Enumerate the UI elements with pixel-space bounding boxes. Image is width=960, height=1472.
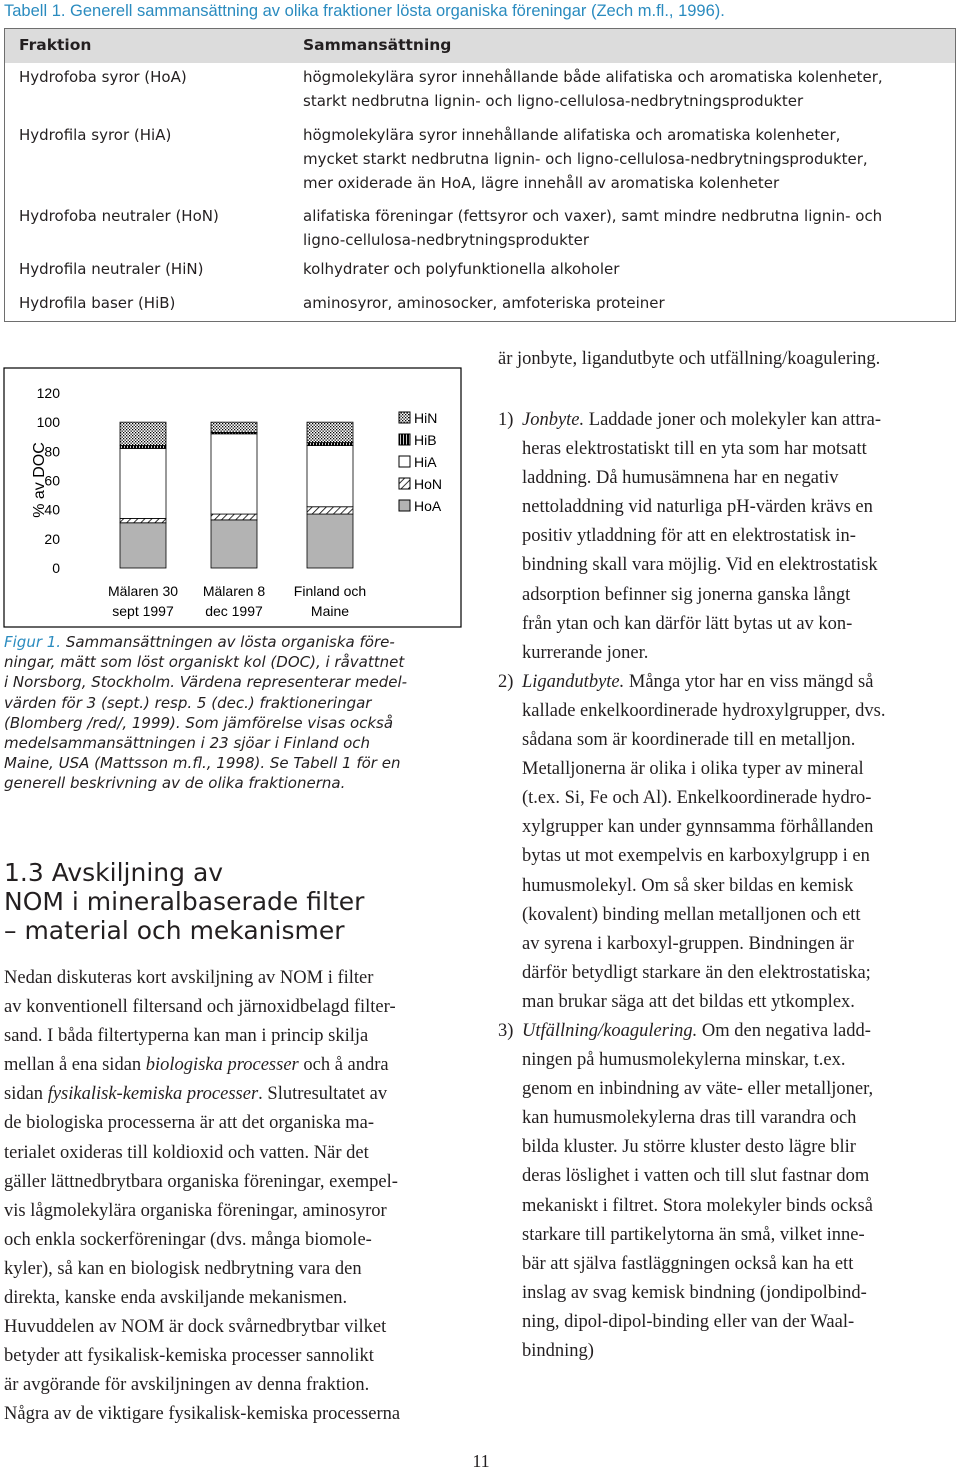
bar-segment-hoa	[120, 523, 166, 568]
list-item-line: positiv ytladdning för att en elektrostatisk in-	[522, 526, 856, 547]
y-tick-label: 60	[44, 472, 60, 489]
table-cell-fraction: Hydrofila neutraler (HiN)	[19, 260, 204, 278]
legend-label-hia: HiA	[414, 454, 437, 470]
x-category-label: Maine	[310, 603, 350, 619]
header-composition: Sammansättning	[303, 36, 452, 54]
table-header-row	[5, 29, 955, 63]
list-item-line: (t.ex. Si, Fe och Al). Enkelkoordinerade hydro-	[522, 788, 872, 809]
figure-label: Figur 1.	[4, 633, 62, 651]
figure-caption-line: generell beskrivning av de olika fraktionerna.	[4, 774, 346, 793]
y-tick-label: 0	[52, 560, 60, 576]
section-title-part: Avskiljning av	[51, 858, 224, 887]
body-line: vis lågmolekylära organiska föreningar, aminosyror	[4, 1200, 387, 1221]
list-item-line: adsorption befinner sig jonerna ganska långt	[522, 584, 851, 605]
bar-segment-hib	[120, 446, 166, 449]
table-cell-fraction: Hydrofoba syror (HoA)	[19, 68, 187, 86]
y-tick-label: 40	[44, 501, 60, 518]
list-item-line: bilda kluster. Ju större kluster desto lägre blir	[522, 1137, 856, 1158]
table-cell-composition: mycket starkt nedbrutna lignin- och ligno-cellulosa-nedbrytningsprodukter,	[303, 150, 868, 168]
bar-segment-hoa	[307, 514, 353, 568]
list-item-line: inslag av svag kemisk bindning (jondipolbind-	[522, 1282, 867, 1303]
list-item-line: starkare till partikelytorna än små, vilket inne-	[522, 1224, 865, 1245]
table-caption: Tabell 1. Generell sammansättning av olika fraktioner lösta organiska föreningar (Zech m.fl., 1996).	[4, 2, 725, 20]
table-cell-composition: aminosyror, aminosocker, amfoteriska proteiner	[303, 294, 665, 312]
figure-caption	[4, 632, 470, 794]
figure-caption-line: i Norsborg, Stockholm. Värdena representerar medel-	[4, 673, 408, 692]
list-item-line: laddning. Då humusämnena har en negativ	[522, 468, 839, 489]
table-cell-fraction: Hydrofila baser (HiB)	[19, 294, 176, 312]
left-body-text	[4, 964, 470, 1430]
table-cell-composition: högmolekylära syror innehållande både alifatiska och aromatiska kolenheter,	[303, 68, 883, 86]
table-cell-composition: kolhydrater och polyfunktionella alkoholer	[303, 260, 620, 278]
list-item-line: bytas ut mot exempelvis en karboxylgrupp i en	[522, 846, 870, 867]
bar-segment-hon	[307, 507, 353, 514]
table-cell-composition: högmolekylära syror innehållande alifatiska och aromatiska kolenheter,	[303, 126, 841, 144]
section-heading-line: NOM i mineralbaserade filter	[4, 887, 365, 916]
table-cell-composition: starkt nedbrutna lignin- och ligno-cellulosa-nedbrytningsprodukter	[303, 92, 804, 110]
list-item-line: ning, dipol-dipol-binding eller van der Waal-	[522, 1311, 855, 1332]
composition-table	[4, 28, 956, 322]
list-item-title: Jonbyte.	[522, 410, 585, 430]
legend-swatch-hoa	[399, 500, 410, 511]
figure-caption-line: ningar, mätt som löst organiskt kol (DOC), i råvattnet	[4, 653, 405, 672]
list-item-title: Ligandutbyte.	[522, 671, 625, 692]
table-cell-composition: mer oxiderade än HoA, lägre innehåll av aromatiska kolenheter	[303, 174, 780, 192]
body-line: Nedan diskuteras kort avskiljning av NOM i filter	[4, 968, 374, 988]
list-item-line: av syrena i karboxyl-gruppen. Bindningen är	[522, 933, 854, 954]
y-tick-label: 100	[36, 414, 60, 431]
x-category-label: sept 1997	[112, 603, 174, 619]
right-body-list	[498, 406, 958, 1366]
body-line: Huvuddelen av NOM är dock svårnedbrytbar vilket	[4, 1317, 387, 1338]
x-category-label: Finland och	[293, 583, 367, 599]
x-category-label: Mälaren 8	[202, 583, 266, 599]
list-item-number: 1)	[498, 410, 514, 430]
list-item-first-line: 2) Ligandutbyte. Många ytor har en viss mängd så	[498, 668, 958, 697]
list-item-first-line: 3) Utfällning/koagulering. Om den negativa ladd-	[498, 1017, 958, 1046]
legend-label-hoa: HoA	[414, 498, 442, 514]
stacked-bar-chart	[0, 366, 462, 630]
body-line: Några av de viktigare fysikalisk-kemiska processerna	[4, 1404, 401, 1425]
list-item-line: man brukar säga att det bildas ett ytkomplex.	[522, 991, 855, 1012]
list-item-number: 2)	[498, 671, 514, 692]
body-line: terialet oxideras till koldioxid och vatten. När det	[4, 1142, 369, 1163]
bar-segment-hib	[307, 443, 353, 446]
header-fraction: Fraktion	[19, 36, 92, 54]
list-item-first-line: 1) Jonbyte. Laddade joner och molekyler kan attra-	[498, 406, 958, 435]
figure-caption-line: Figur 1. Sammansättningen av lösta organiska före-	[4, 633, 395, 651]
table-cell-fraction: Hydrofoba neutraler (HoN)	[19, 207, 219, 225]
body-line: och enkla sockerföreningar (dvs. många biomole-	[4, 1229, 372, 1250]
list-item-line: mekaniskt i filtret. Stora molekyler binds också	[522, 1195, 873, 1216]
list-item-line: (kovalent) binding mellan metalljonen och ett	[522, 904, 861, 925]
legend-label-hib: HiB	[414, 432, 437, 448]
body-line: betyder att fysikalisk-kemiska processer sannolikt	[4, 1346, 374, 1367]
figure-1-chart	[0, 366, 462, 630]
body-line: av konventionell filtersand och järnoxidbelagd filter-	[4, 997, 396, 1018]
section-number: 1.3	[4, 858, 44, 887]
list-item-line: ningen på humusmolekylerna minskar, t.ex.	[522, 1050, 846, 1071]
bar-segment-hia	[307, 446, 353, 507]
list-item-line: xylgrupper kan under gynnsamma förhållanden	[522, 817, 874, 838]
list-item-line: bär att själva fastläggningen också kan ha ett	[522, 1253, 854, 1274]
list-item-line: kurrerande joner.	[522, 642, 649, 663]
page-number: 11	[472, 1451, 490, 1471]
legend-swatch-hon	[399, 478, 410, 489]
body-line: gäller lättnedbrytbara organiska föreningar, exempel-	[4, 1171, 398, 1192]
bar-segment-hon	[120, 518, 166, 522]
list-item-line: nettoladdning vid naturliga pH-värden krävs en	[522, 497, 873, 518]
x-category-label: dec 1997	[205, 603, 263, 619]
italic-term: fysikalisk-kemiska processer	[47, 1084, 259, 1105]
list-item-line: humusmolekyl. Om så sker bildas en kemisk	[522, 875, 854, 896]
bar-segment-hoa	[211, 520, 257, 568]
figure-caption-line: medelsammansättningen i 23 sjöar i Finland och	[4, 734, 371, 753]
bar-segment-hia	[120, 448, 166, 518]
list-item-line: bindning)	[522, 1341, 594, 1361]
y-tick-label: 20	[44, 530, 60, 547]
body-line: sidan fysikalisk-kemiska processer. Slutresultatet av	[4, 1084, 388, 1105]
list-item-line: kallade enkelkoordinerade hydroxylgrupper, dvs.	[522, 700, 886, 721]
body-line: mellan å ena sidan biologiska processer och å andra	[4, 1055, 389, 1076]
legend-swatch-hib	[399, 434, 410, 445]
table-cell-composition: ligno-cellulosa-nedbrytningsprodukter	[303, 231, 590, 249]
list-item-number: 3)	[498, 1020, 514, 1041]
body-line: direkta, kanske enda avskiljande mekanismen.	[4, 1288, 348, 1309]
bar-segment-hon	[211, 514, 257, 520]
body-line: sand. I båda filtertyperna kan man i princip skilja	[4, 1026, 369, 1047]
list-item-line: genom en inbindning av väte- eller metalljoner,	[522, 1079, 874, 1100]
legend-label-hon: HoN	[414, 476, 443, 492]
legend-swatch-hin	[399, 412, 410, 423]
list-item-line: kan humusmolekylerna dras till varandra och	[522, 1108, 857, 1129]
list-item-line: deras löslighet i vatten och till slut fastnar dom	[522, 1166, 870, 1187]
y-tick-label: 80	[44, 443, 60, 460]
bar-segment-hin	[120, 422, 166, 445]
body-line: kyler), så kan en biologisk nedbrytning vara den	[4, 1258, 362, 1279]
list-item-line: därför betydligt starkare än den elektrostatiska;	[522, 962, 871, 983]
section-heading-line: – material och mekanismer	[4, 916, 345, 945]
bar-segment-hia	[211, 434, 257, 514]
table-cell-fraction: Hydrofila syror (HiA)	[19, 126, 172, 144]
list-item-title: Utfällning/koagulering.	[522, 1020, 698, 1041]
section-heading-line	[4, 858, 474, 887]
x-category-label: Mälaren 30	[107, 583, 179, 599]
list-item-line: sådana som är koordinerade till en metalljon.	[522, 730, 856, 751]
figure-caption-line: värden för 3 (sept.) resp. 5 (dec.) fraktioneringar	[4, 693, 372, 712]
right-intro-line: är jonbyte, ligandutbyte och utfällning/koagulering.	[498, 349, 881, 369]
figure-caption-line: Maine, USA (Mattsson m.fl., 1998). Se Tabell 1 för en	[4, 754, 401, 773]
table-cell-composition: alifatiska föreningar (fettsyror och vaxer), samt mindre nedbrutna lignin- och	[303, 207, 883, 225]
body-line: är avgörande för avskiljningen av denna fraktion.	[4, 1375, 370, 1396]
figure-caption-line: (Blomberg /red/, 1999). Som jämförelse visas också	[4, 713, 394, 732]
y-tick-label: 120	[36, 385, 60, 401]
list-item-line: från ytan och kan därför lätt bytas ut av kon-	[522, 613, 853, 634]
list-item-line: bindning skall vara möjlig. Vid en elektrostatisk	[522, 555, 878, 576]
section-heading	[4, 858, 474, 945]
bar-segment-hin	[307, 422, 353, 442]
legend-label-hin: HiN	[414, 410, 438, 426]
y-axis-label: % av DOC	[31, 442, 48, 518]
italic-term: biologiska processer	[145, 1055, 299, 1076]
legend-swatch-hia	[399, 456, 410, 467]
list-item-line: Metalljonerna är olika i olika typer av mineral	[522, 759, 864, 780]
bar-segment-hin	[211, 422, 257, 432]
list-item-line: heras elektrostatiskt till en yta som har motsatt	[522, 439, 867, 460]
body-line: de biologiska processerna är att det organiska ma-	[4, 1113, 375, 1134]
